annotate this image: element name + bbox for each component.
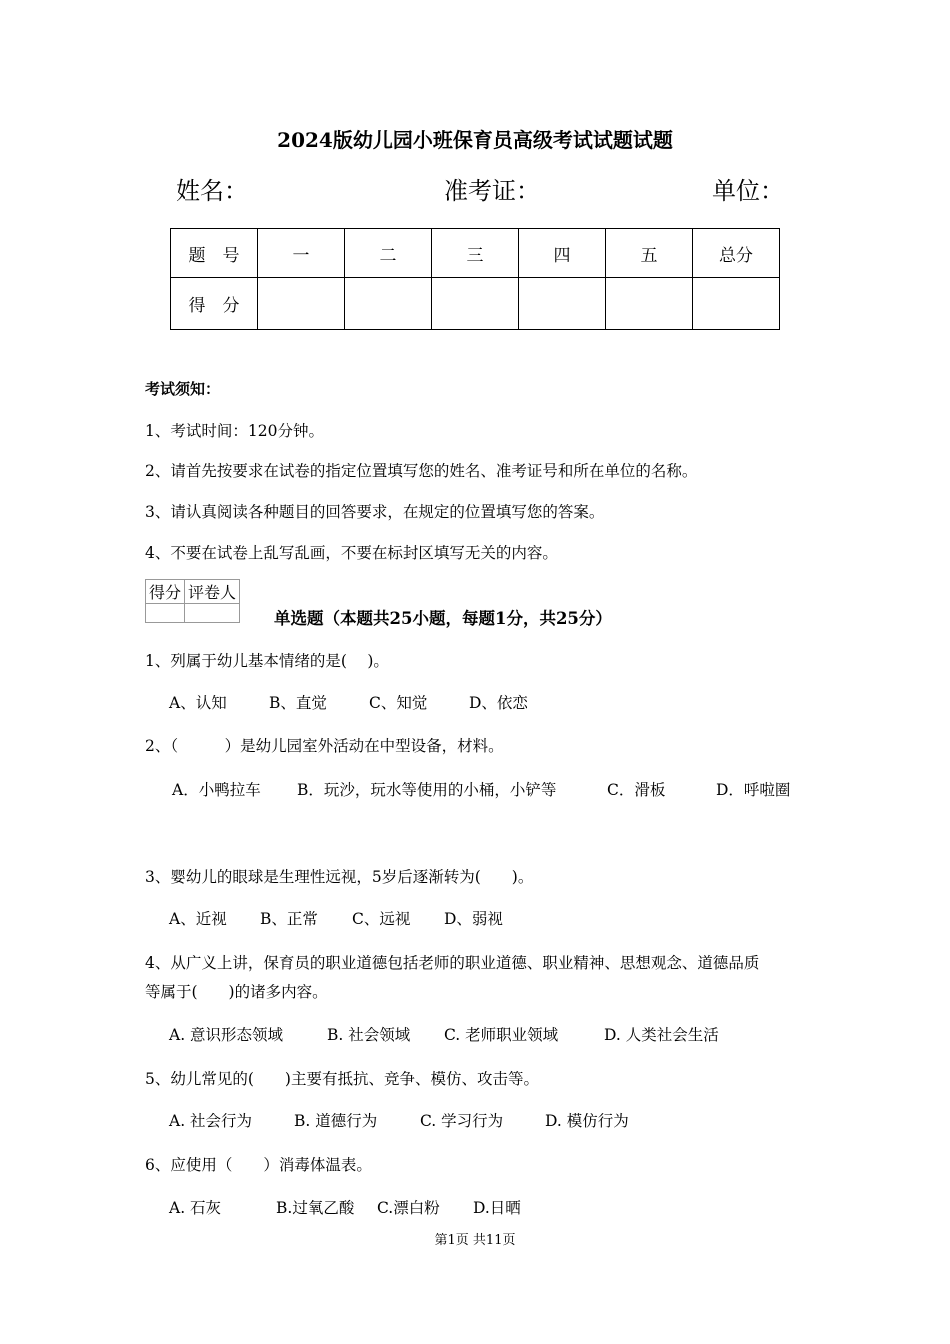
grader-score-label: 得分	[146, 580, 185, 604]
option[interactable]: A. 石灰	[169, 1199, 222, 1217]
grader-score-cell[interactable]	[146, 604, 185, 623]
score-input-cell[interactable]	[432, 278, 519, 330]
option[interactable]: B.过氧乙酸	[276, 1199, 355, 1217]
grader-box	[145, 579, 240, 623]
section-title: 单选题（本题共25小题，每题1分，共25分）	[274, 609, 612, 628]
option[interactable]: B. 社会领域	[327, 1026, 411, 1044]
note-item: 1、考试时间：120分钟。	[145, 422, 324, 440]
score-table-cell: 五	[606, 229, 693, 278]
grader-name-cell[interactable]	[185, 604, 240, 623]
option[interactable]: C、远视	[352, 910, 411, 928]
question-stem: 5、幼儿常见的( )主要有抵抗、竞争、模仿、攻击等。	[145, 1070, 539, 1088]
score-input-cell[interactable]	[258, 278, 345, 330]
score-table-cell: 三	[432, 229, 519, 278]
score-input-cell[interactable]	[606, 278, 693, 330]
score-table-score-row	[171, 278, 780, 330]
option[interactable]: B、正常	[260, 910, 318, 928]
page-footer: 第1页 共11页	[434, 1233, 516, 1248]
name-label: 姓名：	[176, 177, 248, 205]
option[interactable]: D、依恋	[469, 694, 528, 712]
score-table-cell: 四	[519, 229, 606, 278]
option[interactable]: A. 社会行为	[169, 1112, 253, 1130]
note-item: 3、请认真阅读各种题目的回答要求，在规定的位置填写您的答案。	[145, 503, 605, 521]
question-stem: 3、婴幼儿的眼球是生理性远视，5岁后逐渐转为( )。	[145, 868, 534, 886]
option[interactable]: C、知觉	[369, 694, 428, 712]
score-input-cell[interactable]	[693, 278, 780, 330]
score-table-cell: 题 号	[171, 229, 258, 278]
question-stem-continued: 等属于( )的诸多内容。	[145, 983, 328, 1001]
option[interactable]: A、认知	[169, 694, 227, 712]
option[interactable]: A、近视	[169, 910, 227, 928]
notes-heading: 考试须知：	[145, 380, 221, 398]
question-stem: 6、应使用（ ）消毒体温表。	[145, 1156, 372, 1174]
option[interactable]: D．呼啦圈	[716, 781, 791, 799]
option[interactable]: D. 模仿行为	[545, 1112, 629, 1130]
score-table-header-row	[171, 229, 780, 278]
score-table-cell: 一	[258, 229, 345, 278]
option[interactable]: A. 意识形态领域	[169, 1026, 284, 1044]
unit-label: 单位：	[712, 177, 784, 205]
option[interactable]: D.日晒	[473, 1199, 521, 1217]
page-title: 2024版幼儿园小班保育员高级考试试题试题	[277, 128, 673, 152]
score-table-cell: 总分	[693, 229, 780, 278]
option[interactable]: C.漂白粉	[377, 1199, 440, 1217]
option[interactable]: B、直觉	[269, 694, 327, 712]
option[interactable]: C. 老师职业领域	[444, 1026, 559, 1044]
option[interactable]: B．玩沙，玩水等使用的小桶，小铲等	[297, 781, 557, 799]
score-table-cell: 二	[345, 229, 432, 278]
exam-id-label: 准考证：	[444, 177, 540, 205]
option[interactable]: A．小鸭拉车	[172, 781, 261, 799]
option[interactable]: B. 道德行为	[294, 1112, 378, 1130]
option[interactable]: C．滑板	[607, 781, 666, 799]
score-table	[170, 228, 780, 330]
note-item: 4、不要在试卷上乱写乱画，不要在标封区填写无关的内容。	[145, 544, 558, 562]
grader-name-label: 评卷人	[185, 580, 240, 604]
option[interactable]: C. 学习行为	[420, 1112, 504, 1130]
question-stem: 4、从广义上讲，保育员的职业道德包括老师的职业道德、职业精神、思想观念、道德品质	[145, 954, 760, 972]
score-input-cell[interactable]	[345, 278, 432, 330]
score-input-cell[interactable]	[519, 278, 606, 330]
question-stem: 2、（ ）是幼儿园室外活动在中型设备，材料。	[145, 737, 504, 755]
note-item: 2、请首先按要求在试卷的指定位置填写您的姓名、准考证号和所在单位的名称。	[145, 462, 698, 480]
option[interactable]: D. 人类社会生活	[604, 1026, 719, 1044]
score-table-cell: 得 分	[171, 278, 258, 330]
question-stem: 1、列属于幼儿基本情绪的是( )。	[145, 652, 389, 670]
option[interactable]: D、弱视	[444, 910, 503, 928]
